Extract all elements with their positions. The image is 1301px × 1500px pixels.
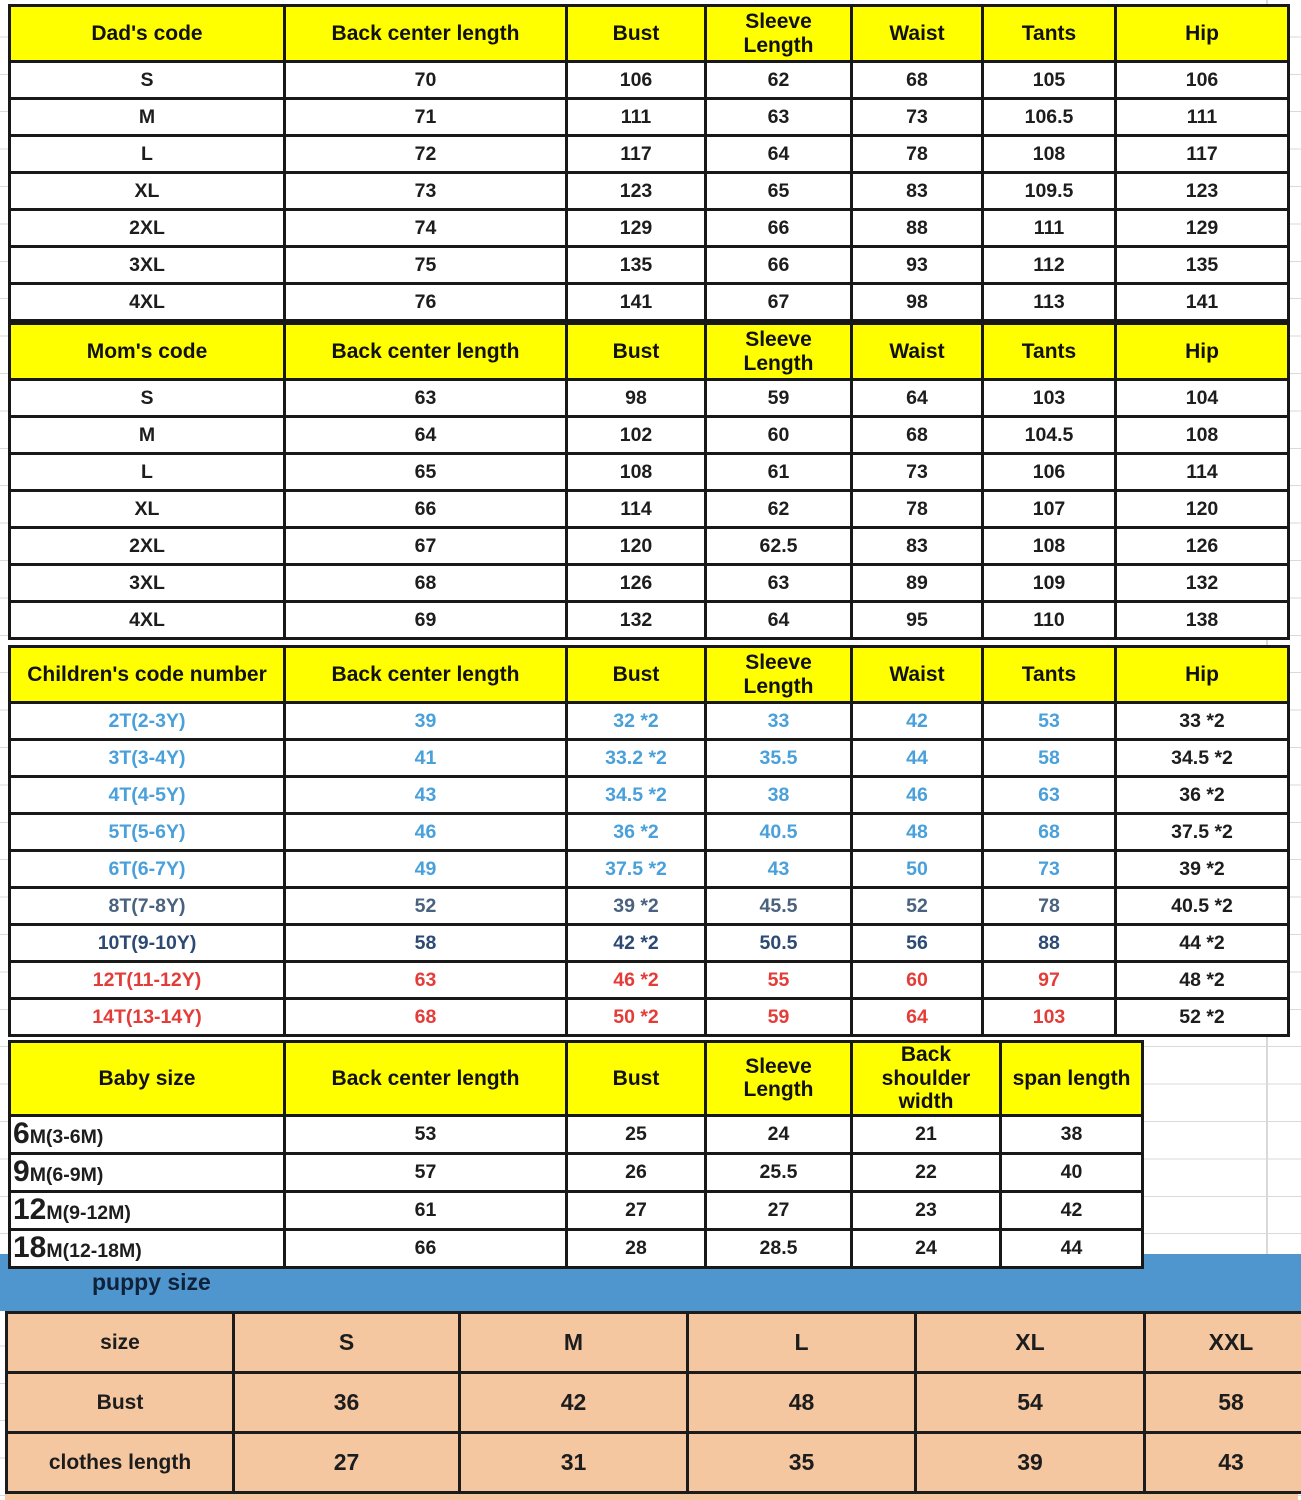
header-row [10, 6, 1289, 62]
table-cell: 68 [852, 62, 983, 99]
table-cell: 120 [1116, 491, 1289, 528]
table-cell: M [10, 417, 285, 454]
table-cell: 37.5 *2 [1116, 814, 1289, 851]
table-cell: S [10, 62, 285, 99]
table-cell: 66 [706, 210, 852, 247]
table-cell: 93 [852, 247, 983, 284]
table-cell: 52 [285, 888, 567, 925]
table-cell: 31 [460, 1433, 688, 1493]
table-cell: 39 [285, 703, 567, 740]
header-cell: Bust [567, 6, 706, 62]
table-cell: 102 [567, 417, 706, 454]
table-cell: 14T(13-14Y) [10, 999, 285, 1036]
table-cell: 98 [567, 380, 706, 417]
table-cell: 45.5 [706, 888, 852, 925]
table-cell: 103 [983, 380, 1116, 417]
table-cell: 50 *2 [567, 999, 706, 1036]
table-row [10, 99, 1289, 136]
table-cell: 63 [983, 777, 1116, 814]
table-row [10, 777, 1289, 814]
table-cell: 27 [706, 1191, 852, 1229]
table-cell: 28.5 [706, 1229, 852, 1267]
table-cell: 2XL [10, 528, 285, 565]
table-row [10, 740, 1289, 777]
table-cell: XL [10, 491, 285, 528]
baby-size-big-digit: 9 [13, 1155, 30, 1189]
mom-table-grid [8, 322, 1290, 640]
table-cell: 75 [285, 247, 567, 284]
table-cell: 38 [1001, 1115, 1143, 1153]
table-cell [10, 1115, 285, 1153]
table-cell: 68 [852, 417, 983, 454]
table-cell: 61 [706, 454, 852, 491]
table-cell: 88 [983, 925, 1116, 962]
table-cell: 27 [567, 1191, 706, 1229]
table-cell: 63 [706, 99, 852, 136]
table-cell: 83 [852, 173, 983, 210]
table-cell: 73 [983, 851, 1116, 888]
table-row [10, 284, 1289, 321]
table-cell: 2XL [10, 210, 285, 247]
table-cell: 88 [852, 210, 983, 247]
header-cell: Waist [852, 6, 983, 62]
baby-size-label-rest: M(9-12M) [46, 1202, 131, 1225]
table-cell: 104.5 [983, 417, 1116, 454]
table-cell: 2T(2-3Y) [10, 703, 285, 740]
header-cell: Tants [983, 324, 1116, 380]
table-cell: 36 *2 [1116, 777, 1289, 814]
table-row [7, 1373, 1301, 1433]
table-cell: 33.2 *2 [567, 740, 706, 777]
baby-size-table [8, 1040, 1144, 1269]
table-cell: 10T(9-10Y) [10, 925, 285, 962]
table-cell: 40.5 *2 [1116, 888, 1289, 925]
table-row [10, 1229, 1143, 1267]
table-cell: size [7, 1313, 234, 1373]
table-cell: 23 [852, 1191, 1001, 1229]
table-cell: 27 [234, 1433, 460, 1493]
header-cell: Hip [1116, 324, 1289, 380]
table-cell: 65 [706, 173, 852, 210]
table-cell: L [688, 1313, 916, 1373]
table-cell: 64 [852, 380, 983, 417]
table-cell: 34.5 *2 [567, 777, 706, 814]
table-cell: 108 [983, 136, 1116, 173]
header-cell: Tants [983, 6, 1116, 62]
table-cell: 132 [567, 602, 706, 639]
baby-size-label-rest: M(12-18M) [46, 1240, 142, 1263]
table-row [10, 703, 1289, 740]
table-row [10, 417, 1289, 454]
table-cell: 108 [567, 454, 706, 491]
table-cell: 108 [1116, 417, 1289, 454]
table-cell: 40 [1001, 1153, 1143, 1191]
table-cell: 73 [852, 454, 983, 491]
table-cell: 126 [567, 565, 706, 602]
table-cell: 25.5 [706, 1153, 852, 1191]
table-cell: 12T(11-12Y) [10, 962, 285, 999]
table-cell: 129 [1116, 210, 1289, 247]
table-cell: 104 [1116, 380, 1289, 417]
table-cell: 35.5 [706, 740, 852, 777]
table-cell: 59 [706, 380, 852, 417]
header-cell: Mom's code [10, 324, 285, 380]
table-cell: L [10, 454, 285, 491]
header-cell: Dad's code [10, 6, 285, 62]
table-cell: 110 [983, 602, 1116, 639]
puppy-table-grid [5, 1311, 1301, 1494]
children-table-grid [8, 645, 1290, 1037]
children-size-table [8, 645, 1290, 1037]
table-cell: 60 [706, 417, 852, 454]
table-row [10, 210, 1289, 247]
table-cell: 112 [983, 247, 1116, 284]
table-cell: 39 [916, 1433, 1145, 1493]
table-cell: 24 [852, 1229, 1001, 1267]
table-cell: 36 [234, 1373, 460, 1433]
table-cell: 68 [285, 999, 567, 1036]
table-cell: S [234, 1313, 460, 1373]
table-cell: 34.5 *2 [1116, 740, 1289, 777]
table-cell: 83 [852, 528, 983, 565]
table-cell: 49 [285, 851, 567, 888]
table-cell: 66 [285, 491, 567, 528]
table-cell: 46 [852, 777, 983, 814]
table-row [10, 380, 1289, 417]
table-cell: 135 [1116, 247, 1289, 284]
table-cell: 114 [1116, 454, 1289, 491]
table-row [10, 454, 1289, 491]
table-cell: 89 [852, 565, 983, 602]
table-cell: 135 [567, 247, 706, 284]
table-cell: 54 [916, 1373, 1145, 1433]
table-cell: 65 [285, 454, 567, 491]
table-row [7, 1313, 1301, 1373]
table-cell: 66 [285, 1229, 567, 1267]
header-cell: Sleeve Length [706, 1042, 852, 1116]
table-cell: 73 [285, 173, 567, 210]
table-cell: 106 [567, 62, 706, 99]
table-cell: 95 [852, 602, 983, 639]
table-row [10, 999, 1289, 1036]
table-cell: 67 [706, 284, 852, 321]
table-cell: Bust [7, 1373, 234, 1433]
table-cell: 22 [852, 1153, 1001, 1191]
table-cell: 106.5 [983, 99, 1116, 136]
table-cell [10, 1229, 285, 1267]
table-cell: 107 [983, 491, 1116, 528]
table-cell [10, 1153, 285, 1191]
table-cell: 42 [1001, 1191, 1143, 1229]
table-cell: 46 [285, 814, 567, 851]
table-row [10, 136, 1289, 173]
table-cell: 3T(3-4Y) [10, 740, 285, 777]
header-cell: Waist [852, 647, 983, 703]
table-cell: M [10, 99, 285, 136]
header-row [10, 647, 1289, 703]
table-cell: 71 [285, 99, 567, 136]
table-cell: 50.5 [706, 925, 852, 962]
table-cell: 120 [567, 528, 706, 565]
table-cell: 98 [852, 284, 983, 321]
table-cell: 39 *2 [567, 888, 706, 925]
table-cell: 63 [706, 565, 852, 602]
table-cell: 108 [983, 528, 1116, 565]
table-row [10, 851, 1289, 888]
table-cell: M [460, 1313, 688, 1373]
baby-size-big-digit: 12 [13, 1193, 47, 1227]
table-cell: 111 [567, 99, 706, 136]
table-cell: 43 [706, 851, 852, 888]
table-cell: 60 [852, 962, 983, 999]
header-cell: Sleeve Length [706, 324, 852, 380]
table-row [10, 814, 1289, 851]
header-cell: Hip [1116, 6, 1289, 62]
table-cell: 26 [567, 1153, 706, 1191]
table-cell: 48 [688, 1373, 916, 1433]
table-cell: 4XL [10, 284, 285, 321]
table-cell: 28 [567, 1229, 706, 1267]
table-cell: 32 *2 [567, 703, 706, 740]
table-cell: 64 [706, 136, 852, 173]
table-cell: 62 [706, 62, 852, 99]
table-cell: 123 [1116, 173, 1289, 210]
baby-size-big-digit: 6 [13, 1117, 30, 1151]
header-cell: Back shoulder width [852, 1042, 1001, 1116]
table-cell: 138 [1116, 602, 1289, 639]
table-cell: 78 [852, 136, 983, 173]
table-cell: 42 [852, 703, 983, 740]
table-cell: 64 [852, 999, 983, 1036]
table-cell: clothes length [7, 1433, 234, 1493]
table-cell: 62 [706, 491, 852, 528]
header-cell: Baby size [10, 1042, 285, 1116]
table-cell: 64 [706, 602, 852, 639]
table-cell: 141 [1116, 284, 1289, 321]
table-cell: 43 [1145, 1433, 1301, 1493]
header-cell: Tants [983, 647, 1116, 703]
header-cell: Back center length [285, 1042, 567, 1116]
table-cell: 44 [1001, 1229, 1143, 1267]
table-cell: 55 [706, 962, 852, 999]
table-cell: 106 [983, 454, 1116, 491]
table-cell: 114 [567, 491, 706, 528]
table-cell: 63 [285, 962, 567, 999]
table-row [10, 565, 1289, 602]
table-cell: 73 [852, 99, 983, 136]
table-cell: 66 [706, 247, 852, 284]
header-cell: Sleeve Length [706, 647, 852, 703]
table-cell: 6T(6-7Y) [10, 851, 285, 888]
table-cell: 3XL [10, 247, 285, 284]
header-cell: Back center length [285, 324, 567, 380]
table-cell: 5T(5-6Y) [10, 814, 285, 851]
table-cell: 132 [1116, 565, 1289, 602]
table-row [10, 602, 1289, 639]
table-cell: 48 *2 [1116, 962, 1289, 999]
table-cell: XXL [1145, 1313, 1301, 1373]
puppy-size-band-label: puppy size [92, 1269, 211, 1295]
table-cell: 33 [706, 703, 852, 740]
table-cell: 40.5 [706, 814, 852, 851]
header-row [10, 324, 1289, 380]
table-cell: 111 [1116, 99, 1289, 136]
table-cell: 106 [1116, 62, 1289, 99]
table-cell: 57 [285, 1153, 567, 1191]
header-cell: Bust [567, 1042, 706, 1116]
puppy-size-table [5, 1311, 1301, 1494]
table-cell: L [10, 136, 285, 173]
table-cell: 103 [983, 999, 1116, 1036]
table-cell: 21 [852, 1115, 1001, 1153]
table-row [10, 1191, 1143, 1229]
header-cell: Children's code number [10, 647, 285, 703]
header-cell: Back center length [285, 6, 567, 62]
table-cell: 56 [852, 925, 983, 962]
table-row [10, 528, 1289, 565]
table-cell: 48 [852, 814, 983, 851]
table-cell: XL [916, 1313, 1145, 1373]
table-row [10, 62, 1289, 99]
table-cell: 4T(4-5Y) [10, 777, 285, 814]
baby-size-label-rest: M(6-9M) [29, 1164, 104, 1187]
table-cell: 68 [285, 565, 567, 602]
table-cell: 8T(7-8Y) [10, 888, 285, 925]
table-cell: 123 [567, 173, 706, 210]
table-cell: 53 [285, 1115, 567, 1153]
table-cell: 43 [285, 777, 567, 814]
table-cell: 3XL [10, 565, 285, 602]
table-cell: 109 [983, 565, 1116, 602]
table-cell: 50 [852, 851, 983, 888]
table-cell: 24 [706, 1115, 852, 1153]
table-row [10, 1115, 1143, 1153]
table-cell: 109.5 [983, 173, 1116, 210]
table-cell: 72 [285, 136, 567, 173]
table-cell: 113 [983, 284, 1116, 321]
table-cell: 126 [1116, 528, 1289, 565]
table-cell: 67 [285, 528, 567, 565]
table-cell: 42 *2 [567, 925, 706, 962]
table-cell: 44 *2 [1116, 925, 1289, 962]
header-cell: span length [1001, 1042, 1143, 1116]
table-cell: 117 [1116, 136, 1289, 173]
table-cell: 52 [852, 888, 983, 925]
table-cell: 69 [285, 602, 567, 639]
mom-size-table [8, 322, 1290, 640]
table-cell: 37.5 *2 [567, 851, 706, 888]
table-row [10, 888, 1289, 925]
table-cell: 78 [983, 888, 1116, 925]
dad-table-grid [8, 4, 1290, 322]
table-cell: 58 [983, 740, 1116, 777]
header-cell: Back center length [285, 647, 567, 703]
table-row [10, 1153, 1143, 1191]
table-row [10, 247, 1289, 284]
table-cell: 42 [460, 1373, 688, 1433]
table-cell: 78 [852, 491, 983, 528]
dad-size-table [8, 4, 1290, 322]
table-cell: 111 [983, 210, 1116, 247]
table-cell: 61 [285, 1191, 567, 1229]
table-cell: 33 *2 [1116, 703, 1289, 740]
table-cell: 4XL [10, 602, 285, 639]
table-cell: 58 [1145, 1373, 1301, 1433]
table-cell: 52 *2 [1116, 999, 1289, 1036]
table-cell: 141 [567, 284, 706, 321]
table-cell: 117 [567, 136, 706, 173]
table-cell: 58 [285, 925, 567, 962]
table-row [10, 925, 1289, 962]
header-cell: Sleeve Length [706, 6, 852, 62]
table-cell [10, 1191, 285, 1229]
header-cell: Bust [567, 647, 706, 703]
table-cell: 44 [852, 740, 983, 777]
table-cell: 41 [285, 740, 567, 777]
table-cell: 105 [983, 62, 1116, 99]
header-row [10, 1042, 1143, 1116]
table-cell: S [10, 380, 285, 417]
table-cell: 64 [285, 417, 567, 454]
header-cell: Bust [567, 324, 706, 380]
table-cell: XL [10, 173, 285, 210]
table-cell: 46 *2 [567, 962, 706, 999]
table-row [10, 962, 1289, 999]
baby-table-grid [8, 1040, 1144, 1269]
table-cell: 53 [983, 703, 1116, 740]
table-row [10, 491, 1289, 528]
table-cell: 25 [567, 1115, 706, 1153]
table-cell: 129 [567, 210, 706, 247]
header-cell: Waist [852, 324, 983, 380]
table-row [10, 173, 1289, 210]
table-cell: 59 [706, 999, 852, 1036]
table-cell: 39 *2 [1116, 851, 1289, 888]
table-cell: 38 [706, 777, 852, 814]
table-row [7, 1433, 1301, 1493]
table-cell: 68 [983, 814, 1116, 851]
table-cell: 35 [688, 1433, 916, 1493]
baby-size-label-rest: M(3-6M) [29, 1126, 104, 1149]
table-cell: 76 [285, 284, 567, 321]
table-cell: 62.5 [706, 528, 852, 565]
table-cell: 36 *2 [567, 814, 706, 851]
header-cell: Hip [1116, 647, 1289, 703]
baby-size-big-digit: 18 [13, 1231, 47, 1265]
table-cell: 70 [285, 62, 567, 99]
table-cell: 97 [983, 962, 1116, 999]
table-cell: 63 [285, 380, 567, 417]
table-cell: 74 [285, 210, 567, 247]
